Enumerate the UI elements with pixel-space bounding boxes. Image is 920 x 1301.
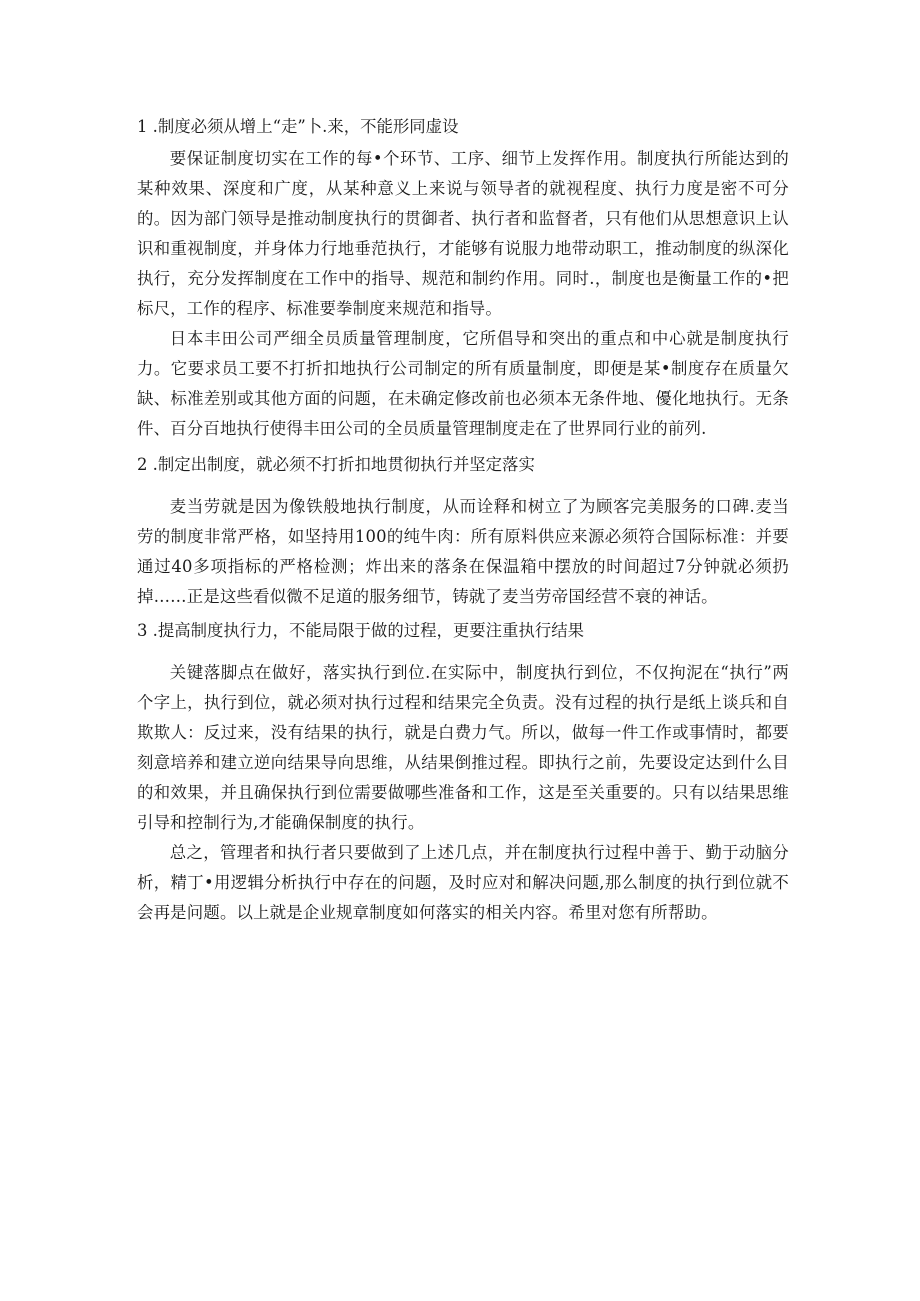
section-heading-2: 2 .制定出制度，就必须不打折扣地贯彻执行并坚定落实 bbox=[137, 455, 535, 474]
document-body bbox=[137, 112, 789, 928]
section-heading-1: 1 .制度必须从增上“走”卜.来，不能形同虚设 bbox=[137, 117, 459, 136]
section-1-paragraph-2: 日本丰田公司严细全员质量管理制度，它所倡导和突出的重点和中心就是制度执行力。它要求员工要不打折扣地执行公司制定的所有质量制度，即便是某•制度存在质量欠缺、标准差别或其他方面的问题，在未确定修改前也必须本无条件地、優化地执行。无条件、百分百地执行使得丰田公司的全员质量管理制度走在了世界同行业的前列. bbox=[137, 329, 789, 438]
section-2-paragraph-1: 麦当劳就是因为像铁般地执行制度，从而诠释和树立了为顾客完美服务的口碑.麦当劳的制度非常严格，如坚持用100的纯牛肉：所有原料供应来源必须符合国际标准：并要通过40多项指标的严格检测；炸出来的落条在保温箱中摆放的时间超过7分钟就必须扔掉……正是这些看似微不足道的服务细节，铸就了麦当劳帝国经营不衰的神话。 bbox=[137, 497, 789, 606]
section-1-paragraph-1: 要保证制度切实在工作的每•个环节、工序、细节上发挥作用。制度执行所能达到的某种效果、深度和广度，从某种意义上来说与领导者的就视程度、执行力度是密不可分的。因为部门领导是推动制度执行的贯御者、执行者和监督者，只有他们从思想意识上认识和重视制度，并身体力行地垂范执行，才能够有说服力地带动职工，推动制度的纵深化执行，充分发挥制度在工作中的指导、规范和制约作用。同时.，制度也是衡量工作的•把标尺，工作的程序、标准要拳制度来规范和指导。 bbox=[137, 149, 789, 318]
section-heading-3: 3 .提高制度执行力，不能局限于做的过程，更要注重执行结果 bbox=[137, 621, 585, 640]
section-3-paragraph-1: 关键落脚点在做好，落实执行到位.在实际中，制度执行到位，不仅拘泥在“执行”两个字上，执行到位，就必须对执行过程和结果完全负责。没有过程的执行是纸上谈兵和自欺欺人：反过来，没有结果的执行，就是白费力气。所以，做每一件工作或事情时，都要刻意培养和建立逆向结果导向思维，从结果倒推过程。即执行之前，先要设定达到什么目的和效果，并且确保执行到位需要做哪些准备和工作，这是至关重要的。只有以结果思维引导和控制行为,才能确保制度的执行。 bbox=[137, 663, 789, 832]
section-3-paragraph-2: 总之，管理者和执行者只要做到了上述几点，并在制度执行过程中善于、勤于动脑分析，精丁•用逻辑分析执行中存在的问题，及时应对和解决问题,那么制度的执行到位就不会再是问题。以上就是企业规章制度如何落实的相关内容。希里对您有所帮助。 bbox=[137, 843, 789, 922]
